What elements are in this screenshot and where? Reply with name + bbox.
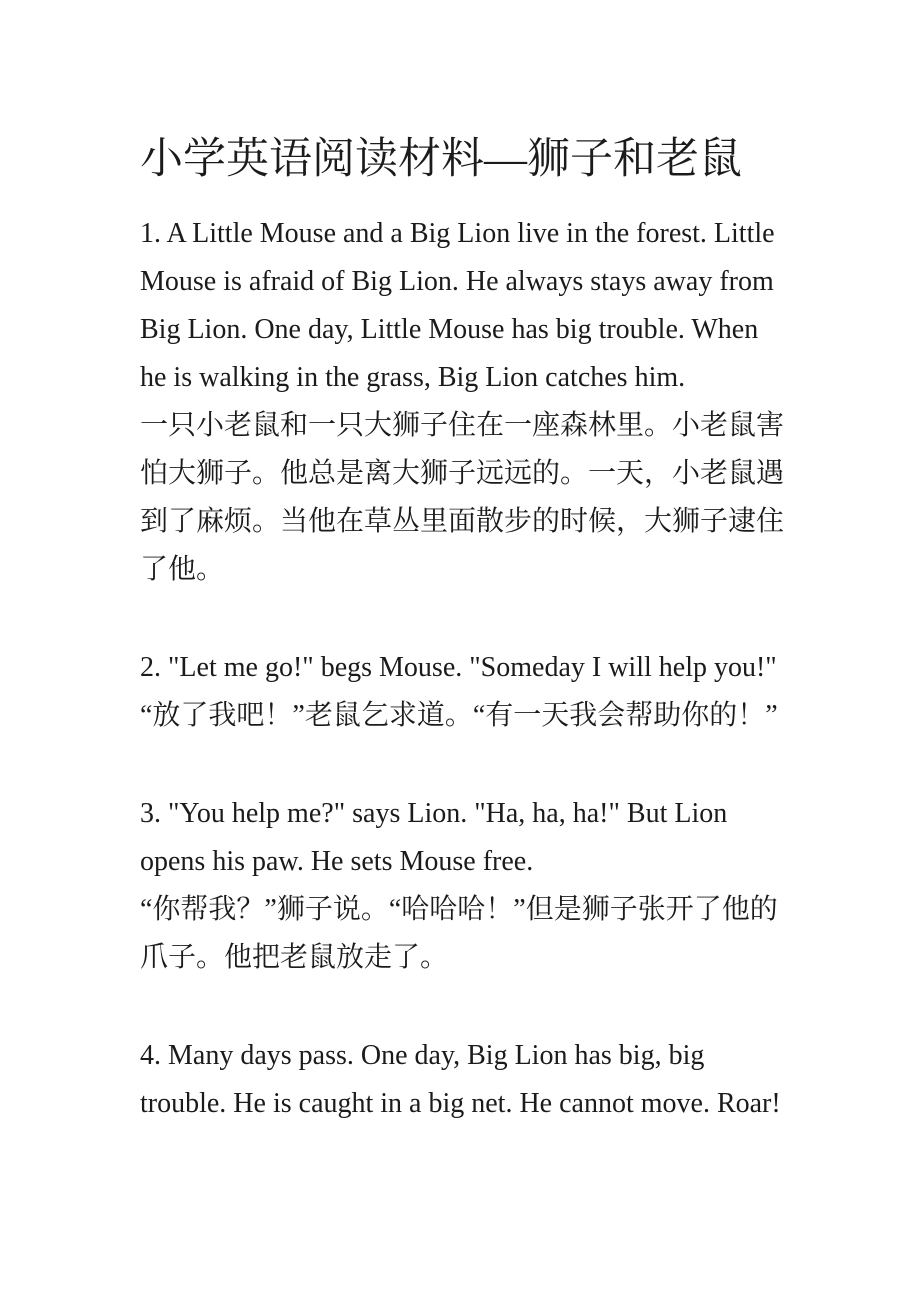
text-line-english: 4. Many days pass. One day, Big Lion has big, big xyxy=(140,1040,705,1071)
paragraph-1 xyxy=(140,210,820,594)
text-line-english: 3. "You help me?" says Lion. "Ha, ha, ha!" But Lion xyxy=(140,798,728,829)
text-line-english: 1. A Little Mouse and a Big Lion live in the forest. Little xyxy=(140,218,775,249)
paragraph-2 xyxy=(140,644,820,740)
text-line-english: he is walking in the grass, Big Lion catches him. xyxy=(140,362,686,393)
text-line-english: opens his paw. He sets Mouse free. xyxy=(140,846,534,877)
text-line-english: trouble. He is caught in a big net. He cannot move. Roar! xyxy=(140,1088,781,1119)
text-line-english: Big Lion. One day, Little Mouse has big trouble. When xyxy=(140,314,759,345)
text-line-chinese: 爪子。他把老鼠放走了。 xyxy=(140,942,449,973)
text-line-chinese: “放了我吧！”老鼠乞求道。“有一天我会帮助你的！” xyxy=(140,700,778,731)
paragraph-4 xyxy=(140,1032,820,1128)
document-title: 小学英语阅读材料—狮子和老鼠 xyxy=(140,136,742,183)
text-line-chinese: 怕大狮子。他总是离大狮子远远的。一天，小老鼠遇 xyxy=(140,458,785,489)
text-line-chinese: “你帮我？”狮子说。“哈哈哈！”但是狮子张开了他的 xyxy=(140,894,778,925)
text-line-english: 2. "Let me go!" begs Mouse. "Someday I will help you!" xyxy=(140,652,777,683)
text-line-chinese: 到了麻烦。当他在草丛里面散步的时候，大狮子逮住 xyxy=(140,506,785,537)
text-line-english: Mouse is afraid of Big Lion. He always stays away from xyxy=(140,266,774,297)
text-line-chinese: 了他。 xyxy=(140,554,225,585)
text-line-chinese: 一只小老鼠和一只大狮子住在一座森林里。小老鼠害 xyxy=(140,410,785,441)
paragraph-3 xyxy=(140,790,820,982)
